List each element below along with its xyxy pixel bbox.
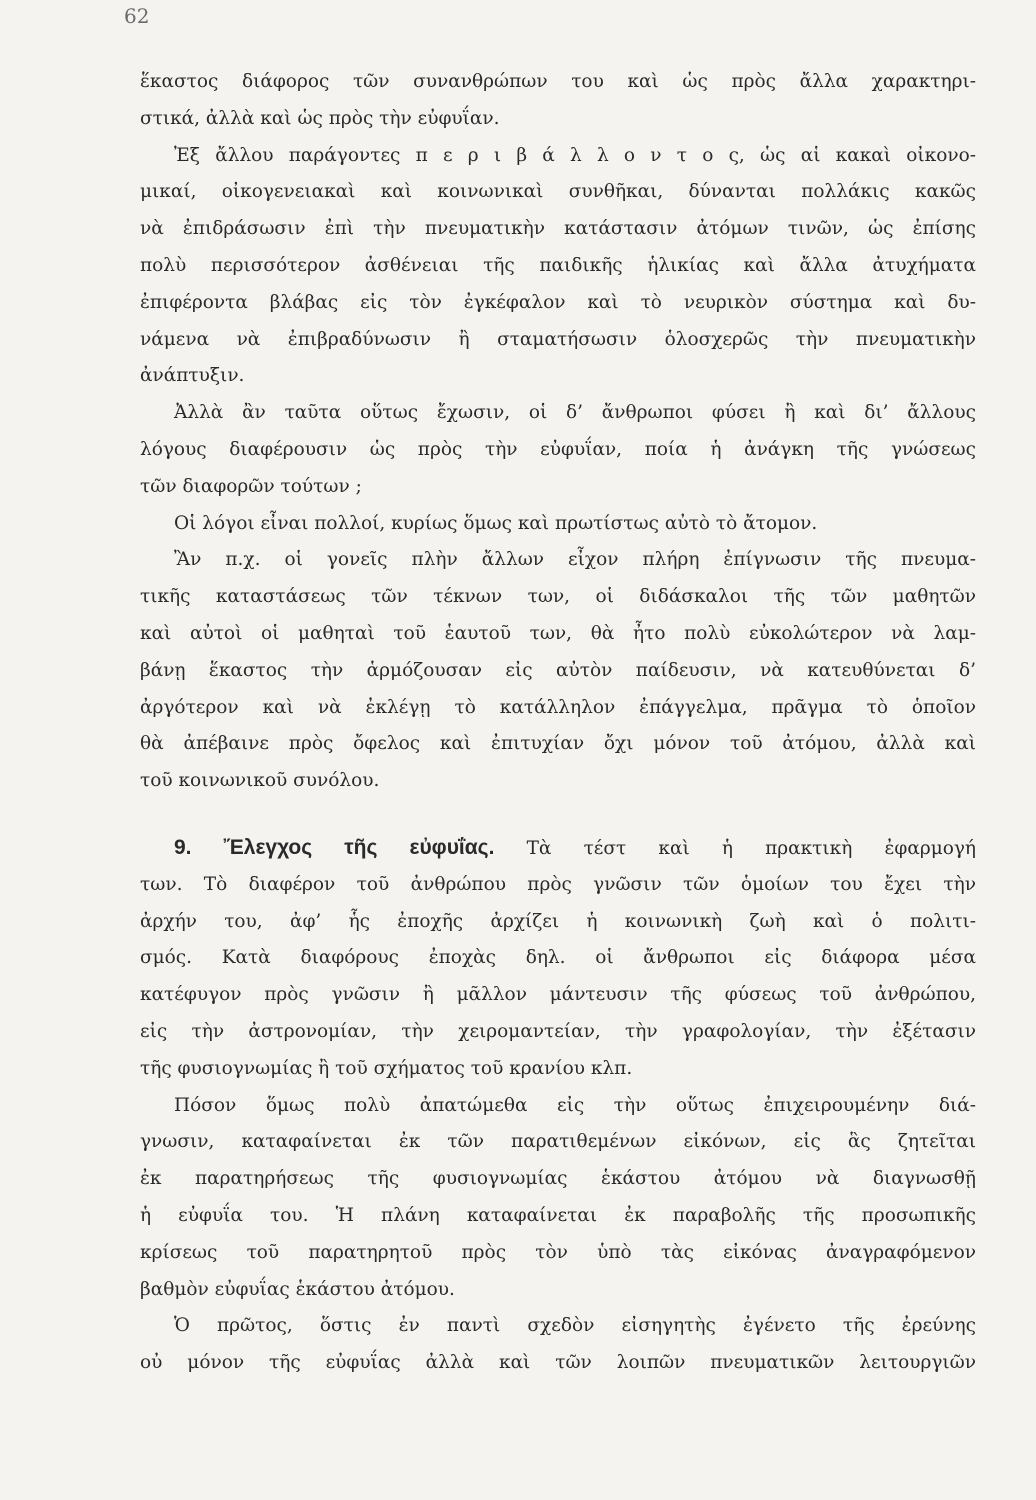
text-line: ἐκ παρατηρήσεως τῆς φυσιογνωμίας ἑκάστου ἀτόμου νὰ διαγνωσθῇ — [140, 1168, 976, 1190]
text-line: θὰ ἀπέβαινε πρὸς ὄφελος καὶ ἐπιτυχίαν ὄχι μόνον τοῦ ἀτόμου, ἀλλὰ καὶ — [140, 733, 976, 755]
text-line: των. Τὸ διαφέρον τοῦ ἀνθρώπου πρὸς γνῶσιν τῶν ὁμοίων του ἔχει τὴν — [140, 873, 976, 895]
text-line: τῶν διαφορῶν τούτων ; — [140, 475, 362, 497]
text-line: πολὺ περισσότερον ἀσθένειαι τῆς παιδικῆς ἡλικίας καὶ ἄλλα ἀτυχήματα — [140, 254, 976, 276]
text-line: οὐ μόνον τῆς εὐφυΐας ἀλλὰ καὶ τῶν λοιπῶν πνευματικῶν λειτουργιῶν — [140, 1352, 976, 1374]
text-line: τῆς φυσιογνωμίας ἢ τοῦ σχήματος τοῦ κρανίου κλπ. — [140, 1057, 633, 1079]
text-line: ἐπιφέροντα βλάβας εἰς τὸν ἐγκέφαλον καὶ τὸ νευρικὸν σύστημα καὶ δυ- — [140, 291, 976, 313]
text-line: Ἐξ ἄλλου παράγοντες π ε ρ ι β ά λ λ ο ν τ ο ς, ὡς αἱ κακαὶ οἰκονο- — [174, 144, 976, 166]
text-line: στικά, ἀλλὰ καὶ ὡς πρὸς τὴν εὐφυΐαν. — [140, 107, 500, 129]
text-line: Ἀλλὰ ἂν ταῦτα οὕτως ἔχωσιν, οἱ δ’ ἄνθρωποι φύσει ἢ καὶ δι’ ἄλλους — [174, 402, 976, 424]
section-heading: 9. Ἔλεγχος τῆς εὐφυΐας. — [174, 835, 495, 859]
text-line: ἀργότερον καὶ νὰ ἐκλέγῃ τὸ κατάλληλον ἐπάγγελμα, πρᾶγμα τὸ ὁποῖον — [140, 696, 976, 718]
text-line: ἀνάπτυξιν. — [140, 365, 245, 387]
section-heading-rest: Τὰ τέστ καὶ ἡ πρακτικὴ ἐφαρμογή — [526, 837, 976, 859]
text-line: κρίσεως τοῦ παρατηρητοῦ πρὸς τὸν ὑπὸ τὰς εἰκόνας ἀναγραφόμενον — [140, 1241, 976, 1263]
text-line: βάνῃ ἕκαστος τὴν ἁρμόζουσαν εἰς αὐτὸν παίδευσιν, νὰ κατευθύνεται δ’ — [140, 659, 976, 681]
text-line: νὰ ἐπιδράσωσιν ἐπὶ τὴν πνευματικὴν κατάστασιν ἀτόμων τινῶν, ὡς ἐπίσης — [140, 218, 976, 240]
text-line: γνωσιν, καταφαίνεται ἐκ τῶν παρατιθεμένων εἰκόνων, εἰς ἃς ζητεῖται — [140, 1131, 976, 1153]
text-line: ἡ εὐφυΐα του. Ἡ πλάνη καταφαίνεται ἐκ παραβολῆς τῆς προσωπικῆς — [140, 1204, 976, 1226]
text-line: βαθμὸν εὐφυΐας ἑκάστου ἀτόμου. — [140, 1278, 455, 1300]
text-line: λόγους διαφέρουσιν ὡς πρὸς τὴν εὐφυΐαν, ποία ἡ ἀνάγκη τῆς γνώσεως — [140, 438, 976, 460]
text-line: Ὁ πρῶτος, ὅστις ἐν παντὶ σχεδὸν εἰσηγητὴς ἐγένετο τῆς ἐρεύνης — [174, 1315, 976, 1337]
text-line: Οἱ λόγοι εἶναι πολλοί, κυρίως ὅμως καὶ πρωτίστως αὐτὸ τὸ ἄτομον. — [174, 512, 818, 534]
text-line: μικαί, οἰκογενειακαὶ καὶ κοινωνικαὶ συνθῆκαι, δύνανται πολλάκις κακῶς — [140, 181, 976, 203]
text-line: σμός. Κατὰ διαφόρους ἐποχὰς δηλ. οἱ ἄνθρωποι εἰς διάφορα μέσα — [140, 947, 976, 969]
section-first-line — [140, 830, 976, 867]
text-line: Πόσον ὅμως πολὺ ἀπατώμεθα εἰς τὴν οὕτως ἐπιχειρουμένην διά- — [174, 1094, 976, 1116]
text-line: νάμενα νὰ ἐπιβραδύνωσιν ἢ σταματήσωσιν ὁλοσχερῶς τὴν πνευματικὴν — [140, 328, 976, 350]
text-line: ἕκαστος διάφορος τῶν συνανθρώπων του καὶ ὡς πρὸς ἄλλα χαρακτηρι- — [140, 71, 976, 92]
text-line: κατέφυγον πρὸς γνῶσιν ἢ μᾶλλον μάντευσιν τῆς φύσεως τοῦ ἀνθρώπου, — [140, 984, 976, 1006]
text-line: ἀρχήν του, ἀφ’ ἧς ἐποχῆς ἀρχίζει ἡ κοινωνικὴ ζωὴ καὶ ὁ πολιτι- — [140, 910, 976, 932]
page-body — [140, 64, 976, 1382]
text-line: καὶ αὐτοὶ οἱ μαθηταὶ τοῦ ἑαυτοῦ των, θὰ ἦτο πολὺ εὐκολώτερον νὰ λαμ- — [140, 622, 976, 644]
text-line: τοῦ κοινωνικοῦ συνόλου. — [140, 770, 380, 792]
text-line: Ἂν π.χ. οἱ γονεῖς πλὴν ἄλλων εἶχον πλήρη ἐπίγνωσιν τῆς πνευμα- — [174, 549, 976, 571]
page-number: 62 — [124, 4, 150, 28]
text-line: εἰς τὴν ἀστρονομίαν, τὴν χειρομαντείαν, τὴν γραφολογίαν, τὴν ἐξέτασιν — [140, 1020, 976, 1042]
section-spacer — [140, 800, 976, 830]
text-line: τικῆς καταστάσεως τῶν τέκνων των, οἱ διδάσκαλοι τῆς τῶν μαθητῶν — [140, 586, 976, 608]
